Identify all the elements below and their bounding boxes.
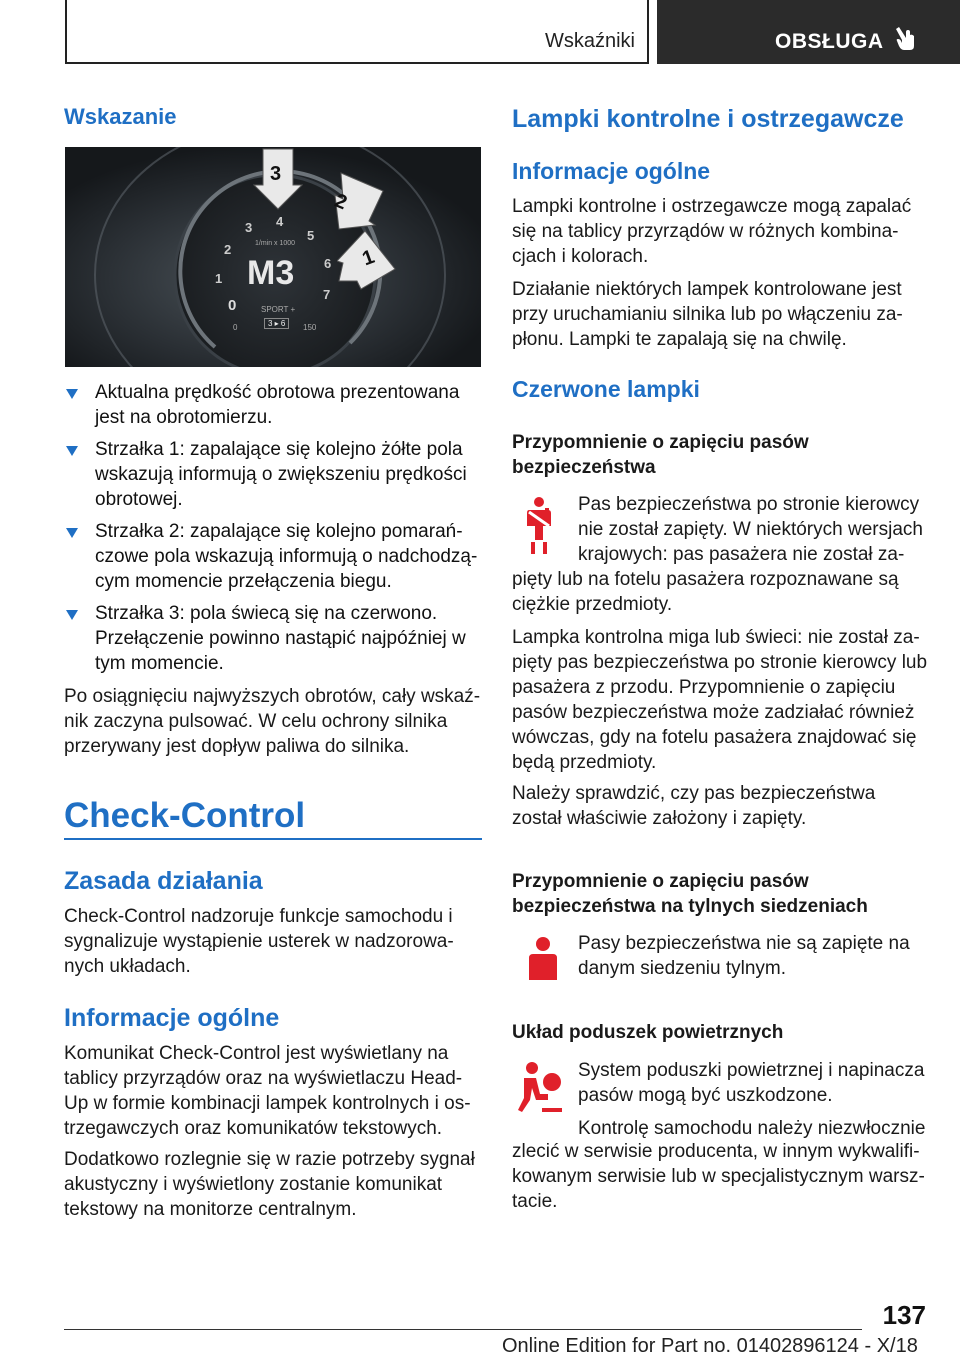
gauge-tick: 0 [228, 297, 237, 314]
belt-icon-text: Pas bezpieczeństwa po stronie kierowcy nie został zapięty. W niektórych wersjach krajowych: pas pasażera nie został za- [578, 494, 923, 565]
header-chapter-tab[interactable] [657, 0, 960, 64]
paragraph: Należy sprawdzić, czy pas bezpieczeństwa został właściwie założony i zapięty. [512, 783, 876, 829]
gauge-gear-label: 3 ▸ 6 [264, 318, 289, 329]
gauge-speed-min: 0 [233, 323, 238, 332]
rear-belt-title: Przypomnienie o zapięciu pasów bezpieczeństwa na tylnych siedzeniach [512, 871, 868, 917]
airbag-warning-icon [518, 1060, 566, 1118]
zasada-heading: Zasada działania [64, 867, 263, 895]
list-item: Strzałka 1: zapalające się kolejno żółte pola wskazują informują o zwiększeniu prędkości obrotowej. [64, 437, 482, 512]
arrow-2-label: 2 [331, 189, 351, 215]
paragraph: pięty lub na fotelu pasażera rozpoznawane są ciężkie przedmioty. [512, 569, 899, 615]
paragraph: Check-Control nadzoruje funkcje samochodu i sygnalizuje wystąpienie usterek w nadzorowanych układach. [64, 906, 454, 977]
arrow-1-label: 1 [359, 245, 378, 271]
gauge-tick: 7 [323, 287, 331, 302]
info-heading-right: Informacje ogólne [512, 158, 711, 184]
paragraph: Po osiągnięciu najwyższych obrotów, cały wskaźnik zaczyna pulsować. W celu ochrony silnika przerywany jest dopływ paliwa do silnika. [64, 686, 481, 757]
paragraph: zlecić w serwisie producenta, w innym wykwalifikowanym serwisie lub w specjalistycznym warsztacie. [512, 1141, 925, 1212]
bullet-triangle-icon [66, 389, 78, 399]
title-rule [64, 838, 482, 840]
wskazanie-heading: Wskazanie [64, 104, 177, 129]
rear-seatbelt-warning-icon [521, 936, 569, 994]
rear-belt-text: Pasy bezpieczeństwa nie są zapięte na danym siedzeniu tylnym. [578, 933, 910, 979]
tachometer-image [65, 147, 481, 367]
lampki-heading: Lampki kontrolne i ostrzegawcze [512, 105, 904, 133]
gauge-tick: 1 [215, 271, 223, 286]
gauge-tick: 2 [224, 242, 232, 257]
paragraph: Komunikat Check-Control jest wyświetlany na tablicy przyrządów oraz na wyświetlaczu Head-Up w formie kombinacji lampek kontrolnych i ostrzegawczych oraz komunikatów tekstowych. [64, 1043, 471, 1139]
gauge-scale-label: 1/min x 1000 [255, 240, 296, 247]
header-chapter-label: OBSŁUGA [775, 30, 884, 53]
gauge-tick: 6 [324, 256, 332, 271]
paragraph: Działanie niektórych lampek kontrolowane jest przy uruchamianiu silnika lub po włączeniu zapłonu. Lampki te zapalają się na chwilę. [512, 279, 903, 350]
page-number: 137 [882, 1300, 926, 1330]
bullet-triangle-icon [66, 610, 78, 620]
gauge-tick: 4 [276, 214, 284, 229]
gauge-speed-max: 150 [303, 323, 317, 332]
info-heading-left: Informacje ogólne [64, 1004, 280, 1032]
footer-rule [64, 1329, 862, 1330]
header-section-title: Wskaźniki [544, 30, 635, 52]
check-control-title: Check-Control [64, 796, 306, 835]
airbag-title: Układ poduszek powietrznych [512, 1022, 784, 1043]
arrow-2-icon [321, 171, 385, 235]
bullet-triangle-icon [66, 446, 78, 456]
paragraph: Dodatkowo rozlegnie się w razie potrzeby sygnał akustyczny i wyświetlony zostanie komunikat tekstowy na monitorze centralnym. [64, 1149, 475, 1220]
red-lamps-heading: Czerwone lampki [512, 376, 700, 402]
bullet-triangle-icon [66, 528, 78, 538]
paragraph: Lampki kontrolne i ostrzegawcze mogą zapalać się na tablicy przyrządów w różnych kombinacjach i kolorach. [512, 196, 912, 267]
arrow-3-label: 3 [270, 163, 282, 185]
gauge-center-label: M3 [247, 254, 295, 292]
list-item: Strzałka 2: zapalające się kolejno pomarańczowe pola wskazują informują o nadchodzącym momencie przełączenia biegu. [64, 519, 482, 594]
belt-title: Przypomnienie o zapięciu pasów bezpieczeństwa [512, 432, 809, 478]
gauge-mode-label: SPORT + [261, 305, 296, 314]
gauge-tick: 3 [245, 220, 253, 235]
airbag-icon-text: System poduszki powietrznej i napinacza pasów mogą być uszkodzone. Kontrolę samochodu należy niezwłocznie [578, 1060, 926, 1139]
paragraph: Lampka kontrolna miga lub świeci: nie został zapięty pas bezpieczeństwa po stronie kierowcy lub pasażera z przodu. Przypomnienie o zapięciu pasów bezpieczeństwa może zadziałać również wówczas, gdy na fotelu pasażera znajdować się będą przedmioty. [512, 627, 928, 773]
list-item: Strzałka 3: pola świecą się na czerwono. Przełączenie powinno nastąpić najpóźniej w tym momencie. [64, 601, 482, 676]
footer-edition: Online Edition for Part no. 01402896124 - X/18 [502, 1335, 918, 1357]
hand-pointer-icon [893, 24, 921, 52]
header-section-box [65, 0, 649, 64]
list-item: Aktualna prędkość obrotowa prezentowana jest na obrotomierzu. [64, 380, 482, 430]
seatbelt-warning-icon [515, 496, 563, 554]
gauge-tick: 5 [307, 228, 315, 243]
